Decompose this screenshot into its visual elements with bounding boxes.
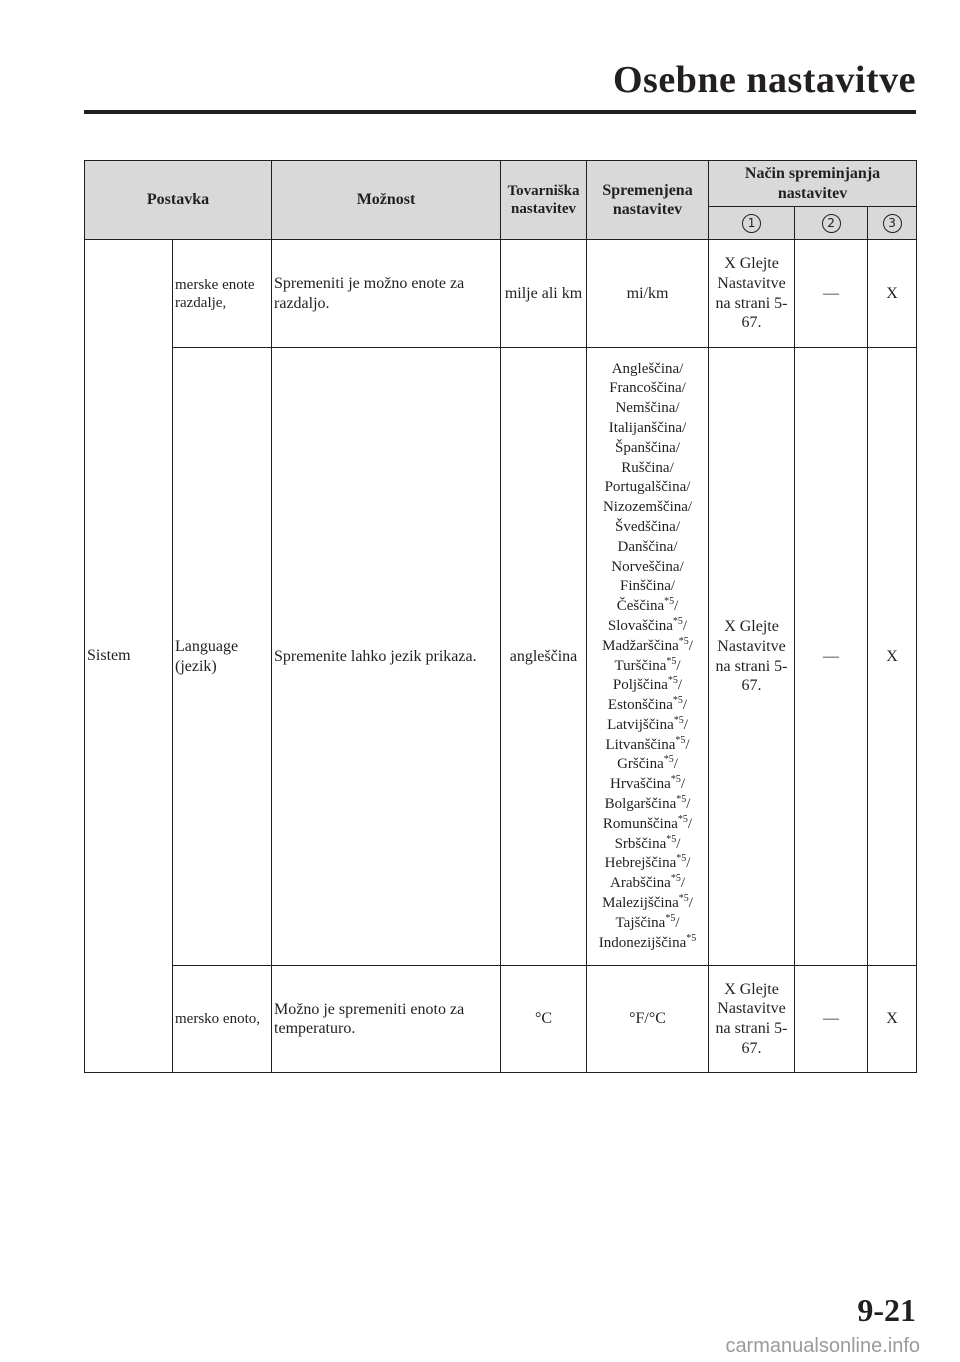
language-item: Latvijščina$^{*5}$/ — [607, 714, 688, 733]
cell-r3-option: Možno je spremeniti enoto za temperaturo. — [272, 966, 501, 1073]
language-item: Italijanščina/ — [608, 419, 687, 436]
language-item: Tajščina$^{*5}$/ — [615, 912, 680, 931]
footnote-mark: *5 — [678, 635, 689, 647]
language-item: Francoščina/ — [609, 380, 686, 397]
language-item: Indonezijščina$^{*5}$ — [598, 932, 697, 951]
page-title: Osebne nastavitve — [613, 59, 916, 101]
cell-r3-factory: °C — [501, 966, 587, 1073]
language-item: Malezijščina$^{*5}$/ — [602, 893, 693, 912]
language-item: Hrvaščina$^{*5}$/ — [610, 774, 685, 793]
footnote-mark: *5 — [686, 932, 697, 944]
language-item: Portugalščina/ — [604, 479, 691, 496]
footnote-mark: *5 — [672, 695, 683, 707]
cell-r1-factory: milje ali km — [501, 240, 587, 348]
footnote-mark: *5 — [664, 596, 675, 608]
cell-r3-method1: X Glejte Nastavitve na strani 5-67. — [709, 966, 795, 1073]
header-method-2 — [795, 207, 868, 240]
header-method-1 — [709, 207, 795, 240]
cell-r1-changed: mi/km — [587, 240, 709, 348]
cell-r3-method2: — — [795, 966, 868, 1073]
cell-r2-method3: X — [868, 348, 917, 966]
footnote-mark: *5 — [676, 794, 687, 806]
cell-r2-item: Language (jezik) — [173, 348, 272, 966]
header-postavka: Postavka — [85, 161, 272, 240]
footnote-mark: *5 — [663, 754, 674, 766]
header-method-3 — [868, 207, 917, 240]
cell-r3-item: mersko enoto, — [173, 966, 272, 1073]
cell-r1-method1: X Glejte Nastavitve na strani 5-67. — [709, 240, 795, 348]
cell-r2-factory: angleščina — [501, 348, 587, 966]
language-item: Ruščina/ — [621, 459, 674, 476]
language-item: Romunščina$^{*5}$/ — [602, 813, 693, 832]
footnote-mark: *5 — [676, 853, 687, 865]
language-item: Arabščina$^{*5}$/ — [610, 873, 685, 892]
language-list — [589, 360, 706, 954]
language-item: Češčina$^{*5}$/ — [616, 596, 679, 615]
footnote-mark: *5 — [666, 833, 677, 845]
language-item: Litvanščina$^{*5}$/ — [605, 734, 690, 753]
footnote-mark: *5 — [677, 813, 688, 825]
footnote-mark: *5 — [666, 655, 677, 667]
cell-r3-method3: X — [868, 966, 917, 1073]
cell-r1-item: merske enote razdalje, — [173, 240, 272, 348]
footnote-mark: *5 — [678, 893, 689, 905]
cell-r1-method3: X — [868, 240, 917, 348]
language-item: Madžarščina$^{*5}$/ — [602, 635, 693, 654]
cell-r2-method1: X Glejte Nastavitve na strani 5-67. — [709, 348, 795, 966]
language-item: Srbščina$^{*5}$/ — [614, 833, 681, 852]
language-item: Švedščina/ — [615, 518, 681, 535]
cell-r2-option: Spremenite lahko jezik prikaza. — [272, 348, 501, 966]
footnote-mark: *5 — [675, 734, 686, 746]
language-item: Angleščina/ — [611, 360, 684, 377]
footnote-mark: *5 — [667, 675, 678, 687]
cell-r1-method2: — — [795, 240, 868, 348]
footnote-mark: *5 — [673, 714, 684, 726]
circled-3-icon: 3 — [883, 214, 902, 233]
footnote-mark: *5 — [670, 873, 681, 885]
footnote-mark: *5 — [670, 774, 681, 786]
language-item: Hebrejščina$^{*5}$/ — [604, 853, 691, 872]
language-item: Bolgarščina$^{*5}$/ — [604, 794, 691, 813]
cell-sistem: Sistem — [85, 240, 173, 1073]
header-tovarniska: Tovarniška nastavitev — [501, 161, 587, 240]
cell-r1-option: Spremeniti je možno enote za razdaljo. — [272, 240, 501, 348]
cell-r3-changed: °F/°C — [587, 966, 709, 1073]
language-item: Finščina/ — [620, 578, 676, 595]
language-item: Estonščina$^{*5}$/ — [607, 695, 688, 714]
cell-r2-method2: — — [795, 348, 868, 966]
language-item: Nemščina/ — [615, 400, 680, 417]
circled-2-icon: 2 — [822, 214, 841, 233]
language-item: Nizozemščina/ — [602, 499, 693, 516]
language-item: Španščina/ — [615, 439, 681, 456]
language-item: Norveščina/ — [611, 558, 684, 575]
watermark: carmanualsonline.info — [725, 1335, 920, 1357]
language-item: Slovaščina$^{*5}$/ — [607, 615, 688, 634]
footnote-mark: *5 — [665, 912, 676, 924]
circled-1-icon: 1 — [742, 214, 761, 233]
cell-r2-languages — [587, 348, 709, 966]
header-spremenjena: Spremenjena nastavitev — [587, 161, 709, 240]
language-item: Poljščina$^{*5}$/ — [612, 675, 683, 694]
header-moznost: Možnost — [272, 161, 501, 240]
page-number: 9-21 — [857, 1292, 916, 1328]
footnote-mark: *5 — [672, 615, 683, 627]
language-item: Danščina/ — [617, 538, 678, 555]
language-item: Turščina$^{*5}$/ — [614, 655, 681, 674]
header-nacin: Način spreminjanja nastavitev — [709, 161, 917, 207]
language-item: Grščina$^{*5}$/ — [617, 754, 678, 773]
settings-table — [84, 160, 917, 1073]
title-divider — [84, 110, 916, 114]
